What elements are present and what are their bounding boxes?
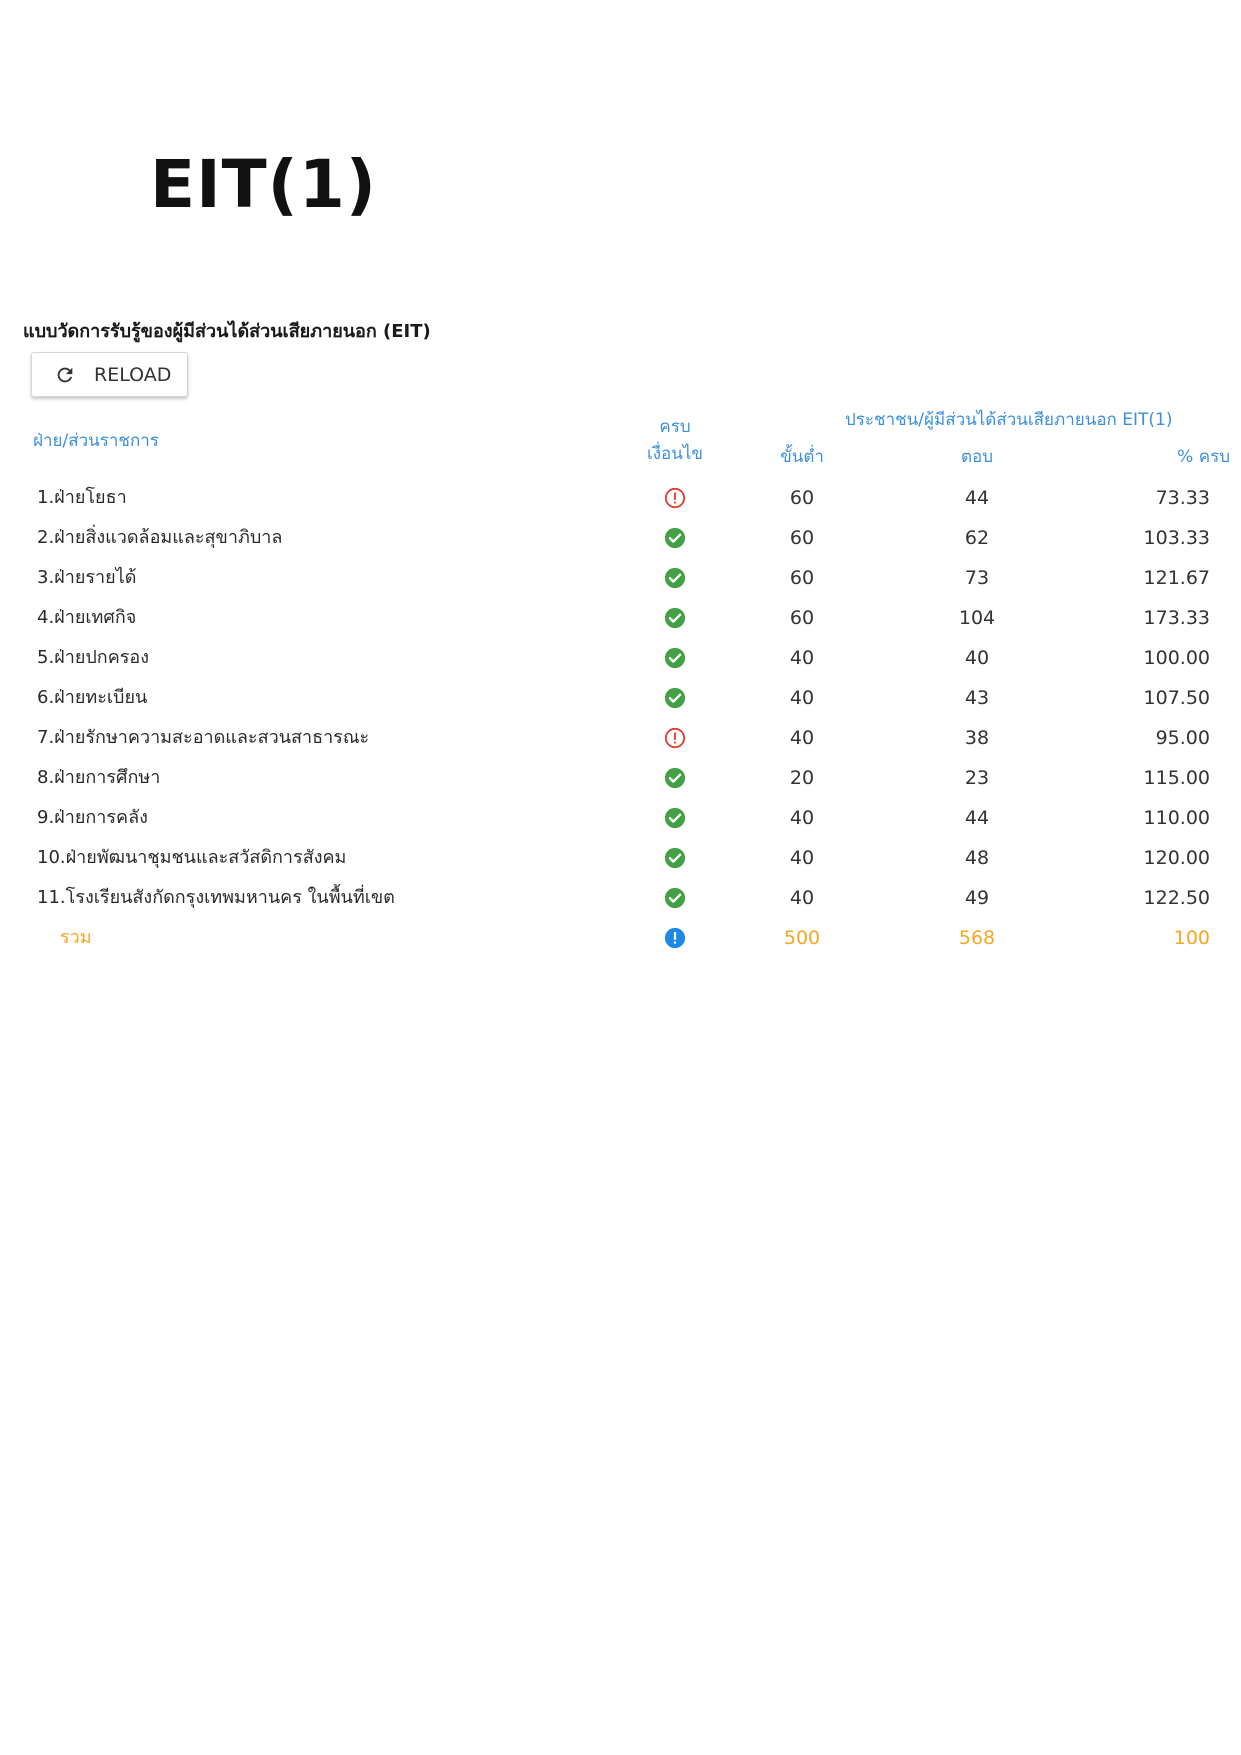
column-group-header: ประชาชน/ผู้มีส่วนได้ส่วนเสียภายนอก EIT(1) (845, 410, 1173, 430)
minimum-value: 40 (789, 847, 815, 869)
responses-value: 62 (964, 527, 990, 549)
department-name: 1.ฝ่ายโยธา (37, 487, 127, 508)
percent-value: 115.00 (1143, 767, 1210, 789)
table-row (0, 718, 1241, 758)
percent-value: 95.00 (1155, 727, 1210, 749)
responses-value: 49 (964, 887, 990, 909)
check-circle-icon (663, 598, 687, 638)
minimum-value: 40 (789, 887, 815, 909)
department-name: 9.ฝ่ายการคลัง (37, 807, 148, 828)
minimum-value: 60 (789, 567, 815, 589)
check-circle-icon (663, 678, 687, 718)
department-name: 8.ฝ่ายการศึกษา (37, 767, 161, 788)
percent-value: 121.67 (1143, 567, 1210, 589)
table-row (0, 838, 1241, 878)
check-circle-icon (663, 878, 687, 918)
minimum-value: 60 (789, 607, 815, 629)
responses-value: 73 (964, 567, 990, 589)
department-name: 5.ฝ่ายปกครอง (37, 647, 150, 668)
column-header-responses: ตอบ (960, 447, 994, 467)
minimum-value: 20 (789, 767, 815, 789)
alert-circle-icon (663, 478, 687, 518)
table-row (0, 518, 1241, 558)
table-row (0, 758, 1241, 798)
minimum-value: 40 (789, 807, 815, 829)
percent-value: 103.33 (1143, 527, 1210, 549)
responses-value: 568 (958, 927, 996, 949)
table-row (0, 558, 1241, 598)
check-circle-icon (663, 798, 687, 838)
percent-value: 120.00 (1143, 847, 1210, 869)
table-row (0, 638, 1241, 678)
responses-value: 23 (964, 767, 990, 789)
check-circle-icon (663, 838, 687, 878)
department-name: 10.ฝ่ายพัฒนาชุมชนและสวัสดิการสังคม (37, 847, 347, 868)
responses-value: 104 (958, 607, 996, 629)
table-row (0, 478, 1241, 518)
responses-value: 43 (964, 687, 990, 709)
column-header-minimum: ขั้นต่ำ (780, 447, 824, 467)
alert-circle-icon (663, 718, 687, 758)
section-subtitle: แบบวัดการรับรู้ของผู้มีส่วนได้ส่วนเสียภายนอก (EIT) (23, 321, 431, 342)
percent-value: 173.33 (1143, 607, 1210, 629)
responses-value: 38 (964, 727, 990, 749)
responses-value: 44 (964, 807, 990, 829)
table-row (0, 598, 1241, 638)
responses-value: 44 (964, 487, 990, 509)
department-name: 7.ฝ่ายรักษาความสะอาดและสวนสาธารณะ (37, 727, 370, 748)
percent-value: 122.50 (1143, 887, 1210, 909)
percent-value: 110.00 (1143, 807, 1210, 829)
minimum-value: 60 (789, 527, 815, 549)
column-header-condition: ครบ เงื่อนไข (646, 417, 704, 464)
column-header-department: ฝ่าย/ส่วนราชการ (33, 431, 159, 451)
department-name: 3.ฝ่ายรายได้ (37, 567, 137, 588)
table-row (0, 878, 1241, 918)
minimum-value: 500 (783, 927, 821, 949)
department-name: 11.โรงเรียนสังกัดกรุงเทพมหานคร ในพื้นที่เขต (37, 887, 395, 908)
check-circle-icon (663, 638, 687, 678)
total-label: รวม (60, 927, 92, 948)
reload-button-label: RELOAD (94, 363, 172, 386)
minimum-value: 40 (789, 647, 815, 669)
column-header-percent: % ครบ (1177, 447, 1230, 467)
refresh-icon (54, 364, 76, 386)
responses-value: 48 (964, 847, 990, 869)
table-row (0, 798, 1241, 838)
table-total-row (0, 918, 1241, 958)
check-circle-icon (663, 518, 687, 558)
check-circle-icon (663, 758, 687, 798)
page-title: EIT(1) (150, 146, 377, 223)
table-row (0, 678, 1241, 718)
percent-value: 107.50 (1143, 687, 1210, 709)
minimum-value: 40 (789, 687, 815, 709)
percent-value: 73.33 (1155, 487, 1210, 509)
responses-value: 40 (964, 647, 990, 669)
percent-value: 100.00 (1143, 647, 1210, 669)
department-name: 4.ฝ่ายเทศกิจ (37, 607, 137, 628)
check-circle-icon (663, 558, 687, 598)
reload-button[interactable] (31, 352, 188, 397)
info-circle-icon (663, 918, 687, 958)
minimum-value: 40 (789, 727, 815, 749)
minimum-value: 60 (789, 487, 815, 509)
department-name: 2.ฝ่ายสิ่งแวดล้อมและสุขาภิบาล (37, 527, 283, 548)
percent-value: 100 (1173, 927, 1210, 949)
department-name: 6.ฝ่ายทะเบียน (37, 687, 148, 708)
